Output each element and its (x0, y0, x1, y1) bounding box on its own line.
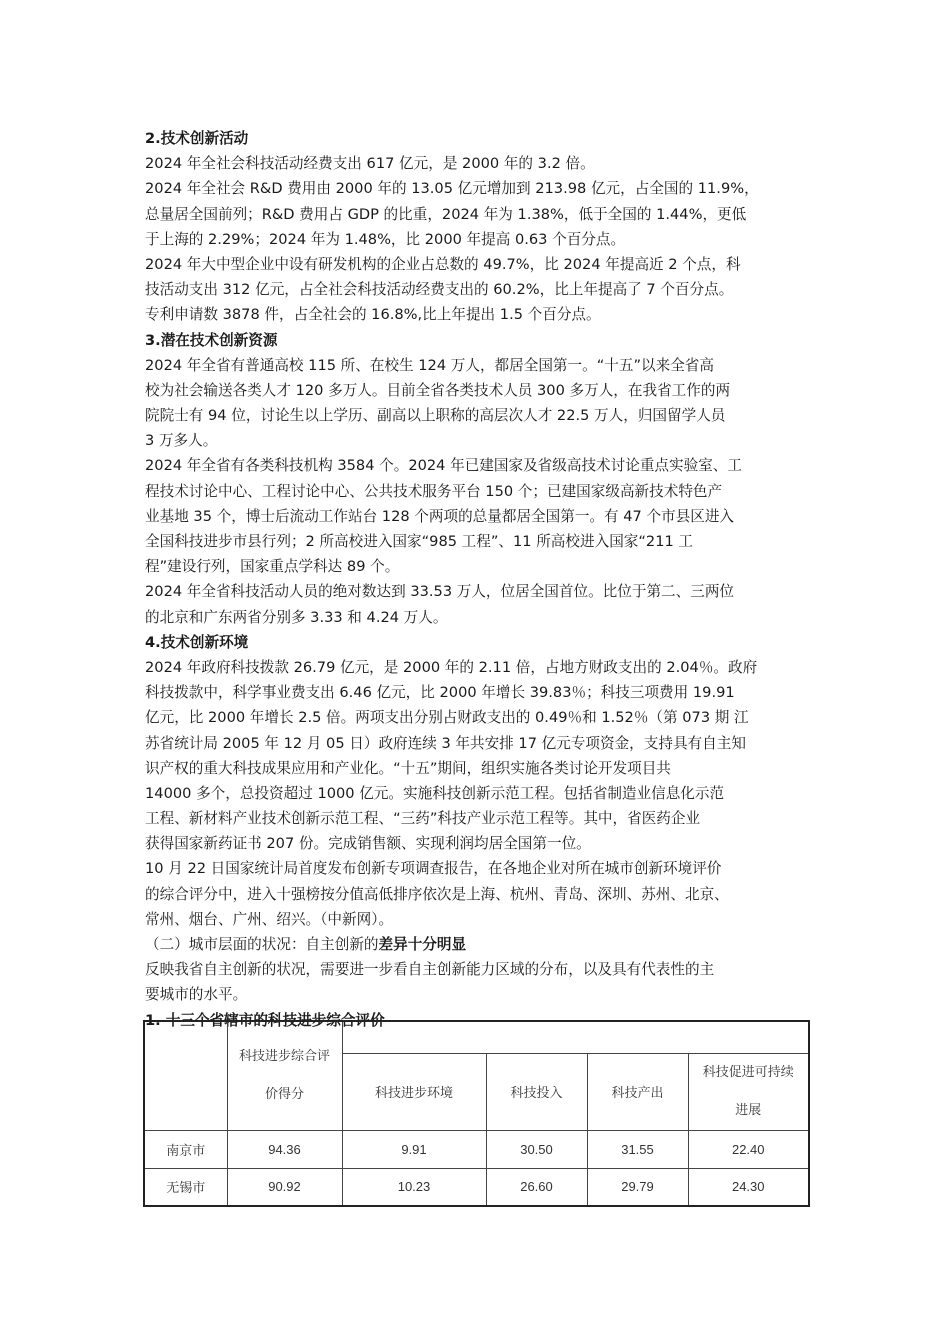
table-row (144, 1130, 809, 1168)
table-row (144, 1168, 809, 1206)
section-heading-tech-innovation-activity: 2.技术创新活动 (145, 130, 249, 147)
paragraph-line: 10 月 22 日国家统计局首度发布创新专项调查报告，在各地企业对所在城市创新环境评价 (145, 860, 722, 878)
paragraph-line: 2024 年政府科技拨款 26.79 亿元，是 2000 年的 2.11 倍，占地方财政支出的 2.04％。政府 (145, 658, 758, 676)
paragraph-line: 业基地 35 个，博士后流动工作站台 128 个两项的总量都居全国第一。有 47 个市县区进入 (145, 507, 735, 525)
paragraph-line: 苏省统计局 2005 年 12 月 05 日）政府连续 3 年共安排 17 亿元专项资金，支持具有自主知 (145, 734, 746, 752)
paragraph-line: 2024 年全省科技活动人员的绝对数达到 33.53 万人，位居全国首位。比位于第二、三两位 (145, 583, 735, 601)
cell-input: 30.50 (486, 1130, 587, 1168)
paragraph-line: 工程、新材料产业技术创新示范工程、“三药”科技产业示范工程等。其中，省医药企业 (145, 810, 701, 828)
paragraph-line: 的综合评分中，进入十强榜按分值高低排序依次是上海、杭州、青岛、深圳、苏州、北京、 (145, 885, 729, 903)
evaluation-table (143, 1020, 810, 1207)
cell-output: 31.55 (587, 1130, 688, 1168)
paragraph-line: 2024 年全社会 R&D 费用由 2000 年的 13.05 亿元增加到 213.98 亿元，占全国的 11.9%， (145, 180, 759, 198)
paragraph-line: 2024 年全省有普通高校 115 所、在校生 124 万人，都居全国第一。“十五”以来全省高 (145, 356, 714, 374)
paragraph-line: 院院士有 94 位，讨论生以上学历、副高以上职称的高层次人才 22.5 万人，归国留学人员 (145, 407, 726, 425)
paragraph-line: 2024 年大中型企业中设有研发机构的企业占总数的 49.7%，比 2024 年提高近 2 个点，科 (145, 255, 741, 273)
paragraph-line: 3 万多人。 (145, 432, 218, 450)
cell-environment: 10.23 (342, 1168, 486, 1206)
cell-input: 26.60 (486, 1168, 587, 1206)
cell-city: 南京市 (144, 1130, 227, 1168)
paragraph-line: 总量居全国前列；R&D 费用占 GDP 的比重，2024 年为 1.38%，低于全国的 1.44%，更低 (145, 205, 747, 223)
cell-score: 94.36 (227, 1130, 342, 1168)
paragraph-line: 科技拨款中，科学事业费支出 6.46 亿元，比 2000 年增长 39.83％；科技三项费用 19.91 (145, 684, 735, 702)
cell-output: 29.79 (587, 1168, 688, 1206)
paragraph-line: 程”建设行列，国家重点学科达 89 个。 (145, 558, 400, 576)
cell-score: 90.92 (227, 1168, 342, 1206)
paragraph-line: 2024 年全省有各类科技机构 3584 个。2024 年已建国家及省级高技术讨论重点实验室、工 (145, 457, 742, 475)
paragraph-line: 2024 年全社会科技活动经费支出 617 亿元，是 2000 年的 3.2 倍。 (145, 155, 595, 173)
section-heading-city-level (145, 932, 810, 957)
paragraph-line: 全国科技进步市县行列；2 所高校进入国家“985 工程”、11 所高校进入国家“211 工 (145, 533, 694, 550)
document-body (145, 126, 810, 1033)
paragraph-line: 获得国家新药证书 207 份。完成销售额、实现利润均居全国第一位。 (145, 835, 591, 853)
paragraph-line: 14000 多个，总投资超过 1000 亿元。实施科技创新示范工程。包括省制造业信息化示范 (145, 784, 725, 802)
cell-city: 无锡市 (144, 1168, 227, 1206)
paragraph-line: 反映我省自主创新的状况，需要进一步看自主创新能力区域的分布，以及具有代表性的主 (145, 961, 715, 979)
header-score: 科技进步综合评 价得分 (227, 1021, 342, 1130)
paragraph-line: 识产权的重大科技成果应用和产业化。“十五”期间，组织实施各类讨论开发项目共 (145, 759, 671, 777)
paragraph-line: 技活动支出 312 亿元，占全社会科技活动经费支出的 60.2%，比上年提高了 7 个百分点。 (145, 281, 734, 299)
header-sustainable: 科技促进可持续 进展 (688, 1053, 809, 1130)
paragraph-line: 专利申请数 3878 件，占全社会的 16.8%,比上年提出 1.5 个百分点。 (145, 306, 601, 324)
section-heading-potential-resources: 3.潜在技术创新资源 (145, 331, 278, 349)
paragraph-line: 于上海的 2.29%；2024 年为 1.48%，比 2000 年提高 0.63 个百分点。 (145, 230, 626, 248)
cell-sustainable: 22.40 (688, 1130, 809, 1168)
cell-environment: 9.91 (342, 1130, 486, 1168)
header-group-cell (342, 1021, 809, 1053)
paragraph-line: 亿元，比 2000 年增长 2.5 倍。两项支出分别占财政支出的 0.49％和 1.52％（第 073 期 江 (145, 709, 749, 727)
header-environment: 科技进步环境 (342, 1053, 486, 1130)
header-output: 科技产出 (587, 1053, 688, 1130)
paragraph-line: 校为社会输送各类人才 120 多万人。目前全省各类技术人员 300 多万人，在我省工作的两 (145, 381, 731, 399)
cell-sustainable: 24.30 (688, 1168, 809, 1206)
paragraph-line: 的北京和广东两省分别多 3.33 和 4.24 万人。 (145, 608, 448, 626)
table-title: 1. 十三个省辖市的科技进步综合评价 (145, 1011, 385, 1029)
section-heading-normal: （二）城市层面的状况：自主创新的 (145, 936, 379, 953)
table-corner-cell (144, 1021, 227, 1130)
paragraph-line: 要城市的水平。 (145, 986, 248, 1004)
paragraph-line: 程技术讨论中心、工程讨论中心、公共技术服务平台 150 个；已建国家级高新技术特色产 (145, 482, 723, 500)
paragraph-line: 常州、烟台、广州、绍兴。（中新网）。 (145, 910, 394, 928)
header-input: 科技投入 (486, 1053, 587, 1130)
section-heading-innovation-environment: 4.技术创新环境 (145, 633, 249, 651)
section-heading-bold: 差异十分明显 (378, 936, 467, 953)
